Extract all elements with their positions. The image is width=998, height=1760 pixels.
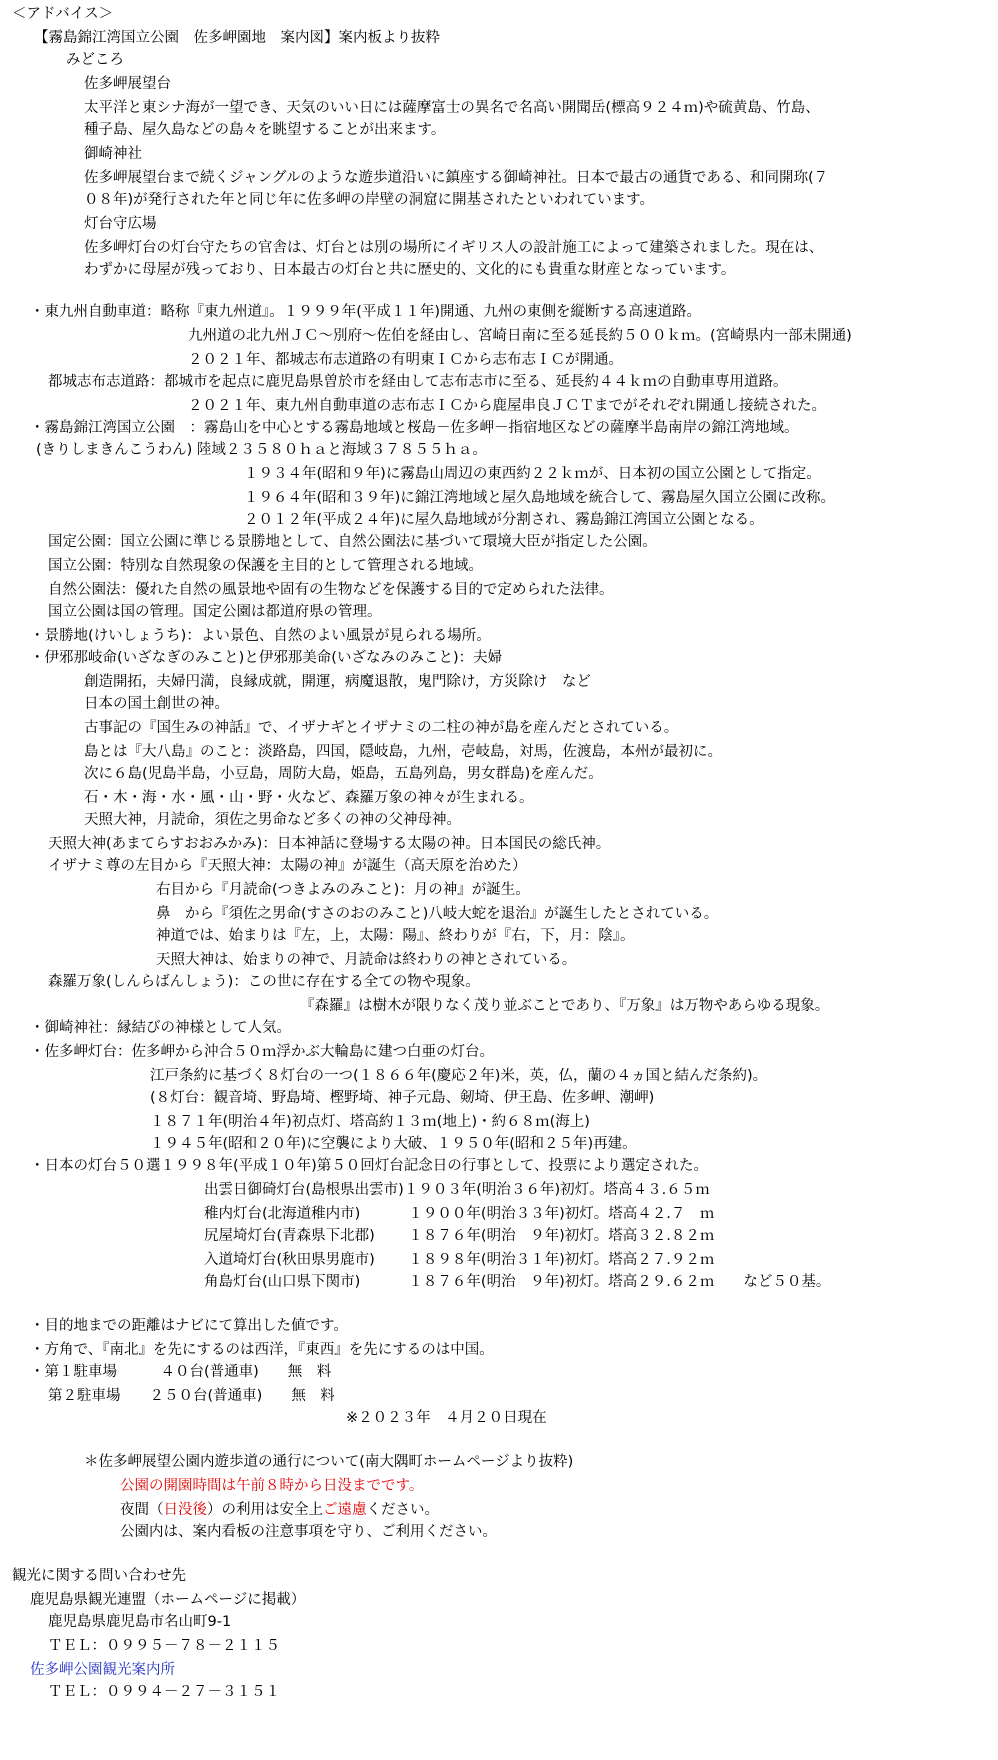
- text-line: 鹿児島県鹿児島市名山町9-1: [48, 1614, 232, 1630]
- text-line: 国定公園：国立公園に準じる景勝地として、自然公園法に基づいて環境大臣が指定した公園。: [48, 534, 657, 550]
- text-line: 国立公園：特別な自然現象の保護を主目的として管理される地域。: [48, 558, 483, 574]
- text-line: 佐多岬灯台の灯台守たちの官舎は、灯台とは別の場所にイギリス人の設計施工によって建築されました。現在は、: [84, 240, 824, 256]
- text-line: ０８年)が発行された年と同じ年に佐多岬の岸壁の洞窟に開基されたといわれています。: [84, 192, 654, 208]
- text-line: 江戸条約に基づく８灯台の一つ(１８６６年(慶応２年)米，英，仏，蘭の４ヵ国と結んだ条約)。: [150, 1068, 768, 1084]
- text-line: 日本の国土創世の神。: [84, 696, 229, 712]
- text-line: 第２駐車場 ２５０台(普通車) 無 料: [48, 1388, 335, 1404]
- text-line: 尻屋埼灯台(青森県下北郡) １８７６年(明治 ９年)初灯。塔高３２.８２ｍ: [204, 1228, 715, 1244]
- text-line: ＴＥＬ：０９９４－２７－３１５１: [48, 1684, 280, 1700]
- text-line: 太平洋と東シナ海が一望でき、天気のいい日には薩摩富士の異名で名高い開聞岳(標高９２４ｍ)や硫黄島、竹島、: [84, 100, 820, 116]
- text-line: ２０２１年、都城志布志道路の有明東ＩＣから志布志ＩＣが開通。: [188, 352, 623, 368]
- text-line: (８灯台：観音埼、野島埼、樫野埼、神子元島、剱埼、伊王島、佐多岬、潮岬): [150, 1090, 655, 1106]
- text-line: 都城志布志道路：都城市を起点に鹿児島県曽於市を経由して志布志市に至る、延長約４４ｋｍの自動車専用道路。: [48, 374, 788, 390]
- text-line: １９４５年(昭和２０年)に空襲により大破、１９５０年(昭和２５年)再建。: [150, 1136, 637, 1152]
- text-line: 公園内は、案内看板の注意事項を守り、ご利用ください。: [120, 1524, 497, 1540]
- text-line: ・方角で、『南北』を先にするのは西洋，『東西』を先にするのは中国。: [30, 1342, 494, 1358]
- text-line: ・佐多岬灯台：佐多岬から沖合５０ｍ浮かぶ大輪島に建つ白亜の灯台。: [30, 1044, 494, 1060]
- text-line: 【霧島錦江湾国立公園 佐多岬園地 案内図】案内板より抜粋: [34, 30, 440, 46]
- text-segment: ）の利用は安全上: [207, 1502, 323, 1518]
- text-line: 九州道の北九州ＪＣ～別府～佐伯を経由し、宮崎日南に至る延長約５００ｋｍ。(宮崎県内一部未開通): [188, 328, 852, 344]
- text-line: 佐多岬展望台まで続くジャングルのような遊歩道沿いに鎮座する御崎神社。日本で最古の通貨である、和同開珎(７: [84, 170, 829, 186]
- text-line: 御崎神社: [84, 146, 142, 162]
- text-line: ＜アドバイス＞: [12, 6, 114, 22]
- text-line: 自然公園法：優れた自然の風景地や固有の生物などを保護する目的で定められた法律。: [48, 582, 614, 598]
- text-line: (きりしまきんこうわん) 陸域２３５８０ｈａと海域３７８５５ｈａ。: [36, 442, 487, 458]
- text-segment: 夜間（: [120, 1502, 164, 1518]
- text-line: 島とは『大八島』のこと：淡路島，四国，隠岐島，九州，壱岐島，対馬，佐渡島，本州が最初に。: [84, 744, 722, 760]
- text-line: 角島灯台(山口県下関市) １８７６年(明治 ９年)初灯。塔高２９.６２ｍ など５０基。: [204, 1274, 831, 1290]
- text-line: ・東九州自動車道：略称『東九州道』。１９９９年(平成１１年)開通、九州の東側を縦断する高速道路。: [30, 304, 702, 320]
- text-line: 種子島、屋久島などの島々を眺望することが出来ます。: [84, 122, 446, 138]
- text-line: 出雲日御碕灯台(島根県出雲市)１９０３年(明治３６年)初灯。塔高４３.６５ｍ: [204, 1182, 710, 1198]
- text-line: 鼻 から『須佐之男命(すさのおのみこと)八岐大蛇を退治』が誕生したとされている。: [156, 906, 719, 922]
- text-line: １９３４年(昭和９年)に霧島山周辺の東西約２２ｋｍが、日本初の国立公園として指定。: [244, 466, 821, 482]
- text-line: ＴＥＬ：０９９５－７８－２１１５: [48, 1638, 280, 1654]
- text-line: 石・木・海・水・風・山・野・火など、森羅万象の神々が生まれる。: [84, 790, 534, 806]
- text-line: 公園の開園時間は午前８時から日没までです。: [120, 1478, 424, 1494]
- text-line: 天照大神は、始まりの神で、月読命は終わりの神とされている。: [156, 952, 577, 968]
- text-line: 入道埼灯台(秋田県男鹿市) １８９８年(明治３１年)初灯。塔高２７.９２ｍ: [204, 1252, 715, 1268]
- text-segment: ください。: [366, 1502, 439, 1518]
- text-line: みどころ: [66, 52, 124, 68]
- text-line: １８７１年(明治４年)初点灯、塔高約１３ｍ(地上)・約６８ｍ(海上): [150, 1114, 590, 1130]
- text-line: 天照大神，月読命，須佐之男命など多くの神の父神母神。: [84, 812, 461, 828]
- text-line: ・目的地までの距離はナビにて算出した値です。: [30, 1318, 348, 1334]
- text-line: 国立公園は国の管理。国定公園は都道府県の管理。: [48, 604, 382, 620]
- text-line: 神道では、始まりは『左，上，太陽：陽』、終わりが『右，下，月：陰』。: [156, 928, 635, 944]
- text-segment: ご遠慮: [323, 1502, 367, 1518]
- text-line: 『森羅』は樹木が限りなく茂り並ぶことであり、『万象』は万物やあらゆる現象。: [300, 998, 830, 1014]
- text-line: 次に６島(児島半島，小豆島，周防大島，姫島，五島列島，男女群島)を産んだ。: [84, 766, 603, 782]
- text-line: 天照大神(あまてらすおおみかみ)：日本神話に登場する太陽の神。日本国民の総氏神。: [48, 836, 611, 852]
- text-line: ２０１２年(平成２４年)に屋久島地域が分割され、霧島錦江湾国立公園となる。: [244, 512, 764, 528]
- text-line: イザナミ尊の左目から『天照大神：太陽の神』が誕生（高天原を治めた）: [48, 858, 527, 874]
- text-line: ・日本の灯台５０選１９９８年(平成１０年)第５０回灯台記念日の行事として、投票により選定された。: [30, 1158, 709, 1174]
- text-line: [120, 1500, 439, 1520]
- text-line: ＊佐多岬展望公園内遊歩道の通行について(南大隅町ホームページより抜粋): [84, 1454, 574, 1470]
- text-line: １９６４年(昭和３９年)に錦江湾地域と屋久島地域を統合して、霧島屋久国立公園に改称。: [244, 490, 836, 506]
- text-line: 佐多岬展望台: [84, 76, 171, 92]
- text-segment: 日没後: [163, 1502, 207, 1518]
- text-line: ２０２１年、東九州自動車道の志布志ＩＣから鹿屋串良ＪＣＴまでがそれぞれ開通し接続された。: [188, 398, 826, 414]
- text-line: 森羅万象(しんらばんしょう)：この世に存在する全ての物や現象。: [48, 974, 480, 990]
- text-line: ・伊邪那岐命(いざなぎのみこと)と伊邪那美命(いざなみのみこと)：夫婦: [30, 650, 503, 666]
- text-line: ・第１駐車場 ４０台(普通車) 無 料: [30, 1364, 332, 1380]
- text-line: 創造開拓，夫婦円満，良縁成就，開運，病魔退散，鬼門除け，方災除け など: [84, 674, 591, 690]
- text-line: ・景勝地(けいしょうち)：よい景色、自然のよい風景が見られる場所。: [30, 628, 491, 644]
- text-line: わずかに母屋が残っており、日本最古の灯台と共に歴史的、文化的にも貴重な財産となっています。: [84, 262, 736, 278]
- text-line: ・霧島錦江湾国立公園 ：霧島山を中心とする霧島地域と桜島－佐多岬－指宿地区などの薩摩半島南岸の錦江湾地域。: [30, 420, 799, 436]
- text-line: 観光に関する問い合わせ先: [12, 1568, 186, 1584]
- text-line: ・御崎神社：縁結びの神様として人気。: [30, 1020, 291, 1036]
- text-line: 灯台守広場: [84, 216, 157, 232]
- text-line: 古事記の『国生みの神話』で、イザナギとイザナミの二柱の神が島を産んだとされている。: [84, 720, 679, 736]
- text-line: 右目から『月読命(つきよみのみこと)：月の神』が誕生。: [156, 882, 530, 898]
- text-line: ※２０２３年 ４月２０日現在: [346, 1410, 547, 1426]
- text-line: 稚内灯台(北海道稚内市) １９００年(明治３３年)初灯。塔高４２.７ ｍ: [204, 1206, 715, 1222]
- text-line: 鹿児島県観光連盟（ホームページに掲載）: [30, 1592, 306, 1608]
- text-line: 佐多岬公園観光案内所: [30, 1662, 175, 1678]
